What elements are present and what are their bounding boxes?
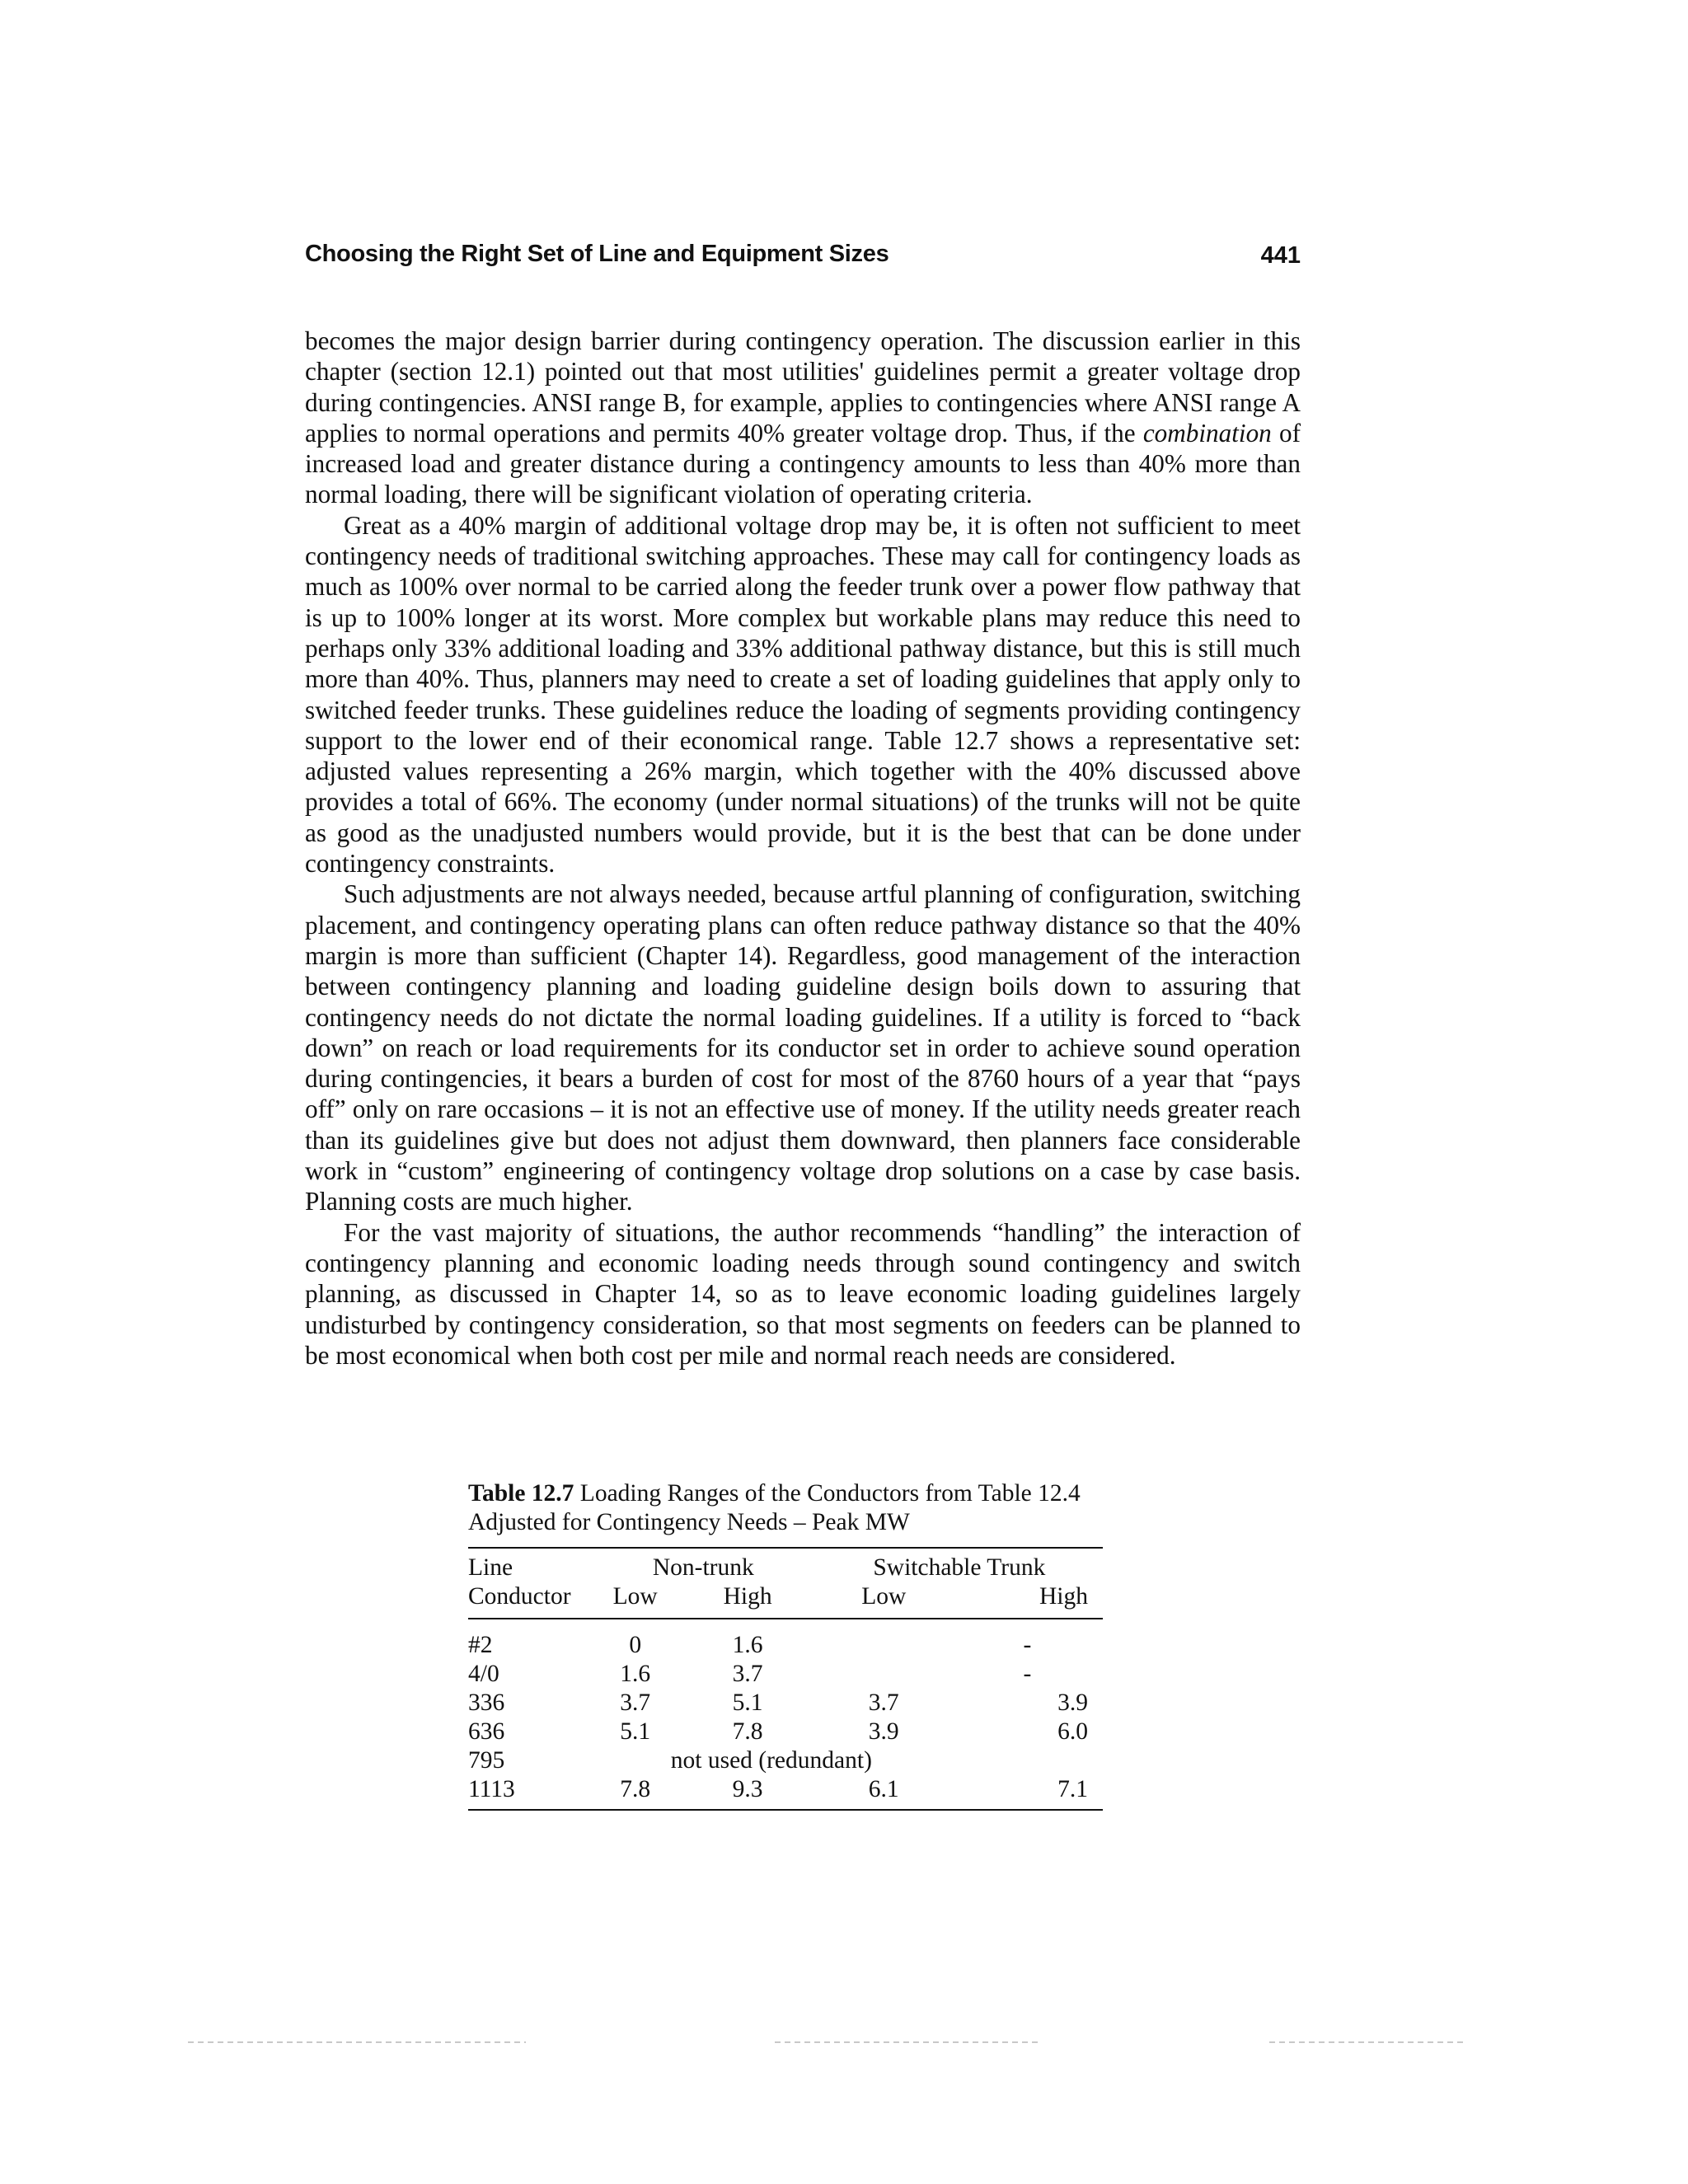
table-row [468, 1619, 1103, 1660]
cell-nontrunk-high: 1.6 [732, 1632, 763, 1658]
paragraph-4: For the vast majority of situations, the author recommends “handling” the interaction of contingency planning and economic loading needs through sound contingency and switch planning, as discussed in Chapter 14, so as to leave economic loading guidelines largely undisturbed by contingency consideration, so that most segments on feeders can be planned to be most economical when both cost per mile and normal reach needs are considered. [305, 1217, 1301, 1370]
cell-trunk-low [816, 1619, 952, 1660]
table-row [468, 1775, 1103, 1810]
cell-nontrunk-low: 3.7 [620, 1690, 651, 1716]
cell-trunk-high: - [1023, 1632, 1032, 1658]
cell-nontrunk-high: 7.8 [732, 1718, 763, 1745]
loading-ranges-table [468, 1547, 1103, 1811]
body-text [305, 326, 1301, 1371]
header-nontrunk-high: High [680, 1582, 816, 1619]
header-conductor: Conductor [468, 1582, 591, 1619]
header-line: Line [468, 1548, 591, 1582]
paragraph-1 [305, 326, 1301, 510]
header-trunk-low: Low [816, 1582, 952, 1619]
cell-trunk-high: 7.1 [952, 1775, 1103, 1810]
scan-artifact-line [1269, 2041, 1467, 2043]
header-nontrunk: Non-trunk [591, 1548, 816, 1582]
table-caption-label: Table 12.7 [468, 1480, 574, 1507]
paragraph-3: Such adjustments are not always needed, because artful planning of configuration, switching placement, and contingency operating plans can often reduce pathway distance so that the 40% margin is more than sufficient (Chapter 14). Regardless, good management of the interaction between contingency planning and loading guideline design boils down to assuring that contingency needs do not dictate the normal loading guidelines. If a utility is forced to “back down” on reach or load requirements for its conductor set in order to achieve sound operation during contingencies, it bears a burden of cost for most of the 8760 hours of a year that “pays off” only on rare occasions – it is not an effective use of money. If the utility needs greater reach than its guidelines give but does not adjust them downward, then planners face considerable work in “custom” engineering of contingency voltage drop solutions on a case by case basis. Planning costs are much higher. [305, 879, 1301, 1216]
table-row [468, 1746, 1103, 1775]
cell-nontrunk-low: 7.8 [591, 1775, 680, 1810]
scan-artifact-line [775, 2041, 1039, 2043]
table-caption-text: Loading Ranges of the Conductors from Table 12.4 [579, 1480, 1081, 1507]
cell-nontrunk-high: 5.1 [732, 1690, 763, 1716]
cell-trunk-low [816, 1660, 952, 1689]
table-12-7 [468, 1479, 1103, 1811]
page-header [305, 241, 1301, 279]
table-row [468, 1689, 1103, 1718]
emphasis-combination: combination [1142, 418, 1272, 448]
cell-trunk-high: 6.0 [1057, 1718, 1088, 1745]
cell-nontrunk-high: 9.3 [680, 1775, 816, 1810]
page-number: 441 [1260, 242, 1301, 269]
cell-trunk-low: 3.9 [868, 1718, 899, 1745]
paragraph-1-end: of increased load and greater distance during a contingency amounts to less than 40% more than normal loading, there will be significant violation of operating criteria. [305, 418, 1301, 509]
cell-trunk-high: - [1023, 1661, 1032, 1687]
cell-note-not-used: not used (redundant) [670, 1747, 872, 1774]
cell-conductor: 336 [468, 1690, 505, 1716]
cell-trunk-low: 3.7 [868, 1690, 899, 1716]
header-switchable-trunk: Switchable Trunk [816, 1548, 1103, 1582]
cell-conductor: 795 [468, 1747, 505, 1774]
cell-conductor: 4/0 [468, 1661, 499, 1687]
table-header-row-1 [468, 1548, 1103, 1582]
header-trunk-high: High [952, 1582, 1103, 1619]
cell-conductor: #2 [468, 1632, 493, 1658]
cell-nontrunk-low: 5.1 [620, 1718, 651, 1745]
running-header-title: Choosing the Right Set of Line and Equipment Sizes [305, 241, 889, 267]
cell-trunk-low: 6.1 [816, 1775, 952, 1810]
table-caption-line2: Adjusted for Contingency Needs – Peak MW [468, 1509, 910, 1535]
paragraph-1-start: becomes the major design barrier during contingency operation. The discussion earlier in this chapter (section 12.1) pointed out that most utilities' guidelines permit a greater voltage drop during contingencies. ANSI range B, for example, applies to contingencies where ANSI range A applies to normal operations and permits 40% greater voltage drop. Thus, if the [305, 326, 1301, 448]
cell-conductor: 1113 [468, 1775, 591, 1810]
table-row [468, 1660, 1103, 1689]
header-nontrunk-low: Low [591, 1582, 680, 1619]
table-row [468, 1718, 1103, 1746]
cell-conductor: 636 [468, 1718, 505, 1745]
table-header-row-2 [468, 1582, 1103, 1619]
cell-nontrunk-high: 3.7 [732, 1661, 763, 1687]
cell-nontrunk-low: 1.6 [620, 1661, 651, 1687]
scan-artifact-line [188, 2041, 526, 2043]
cell-trunk-high: 3.9 [1057, 1690, 1088, 1716]
cell-empty [952, 1746, 1103, 1775]
table-caption [468, 1479, 1103, 1537]
cell-nontrunk-low: 0 [629, 1632, 642, 1658]
paragraph-2: Great as a 40% margin of additional voltage drop may be, it is often not sufficient to meet contingency needs of traditional switching approaches. These may call for contingency loads as much as 100% over normal to be carried along the feeder trunk over a power flow pathway that is up to 100% longer at its worst. More complex but workable plans may reduce this need to perhaps only 33% additional loading and 33% additional pathway distance, but this is still much more than 40%. Thus, planners may need to create a set of loading guidelines that apply only to switched feeder trunks. These guidelines reduce the loading of segments providing contingency support to the lower end of their economical range. Table 12.7 shows a representative set: adjusted values representing a 26% margin, which together with the 40% discussed above provides a total of 66%. The economy (under normal situations) of the trunks will not be quite as good as the unadjusted numbers would provide, but it is the best that can be done under contingency constraints. [305, 510, 1301, 879]
